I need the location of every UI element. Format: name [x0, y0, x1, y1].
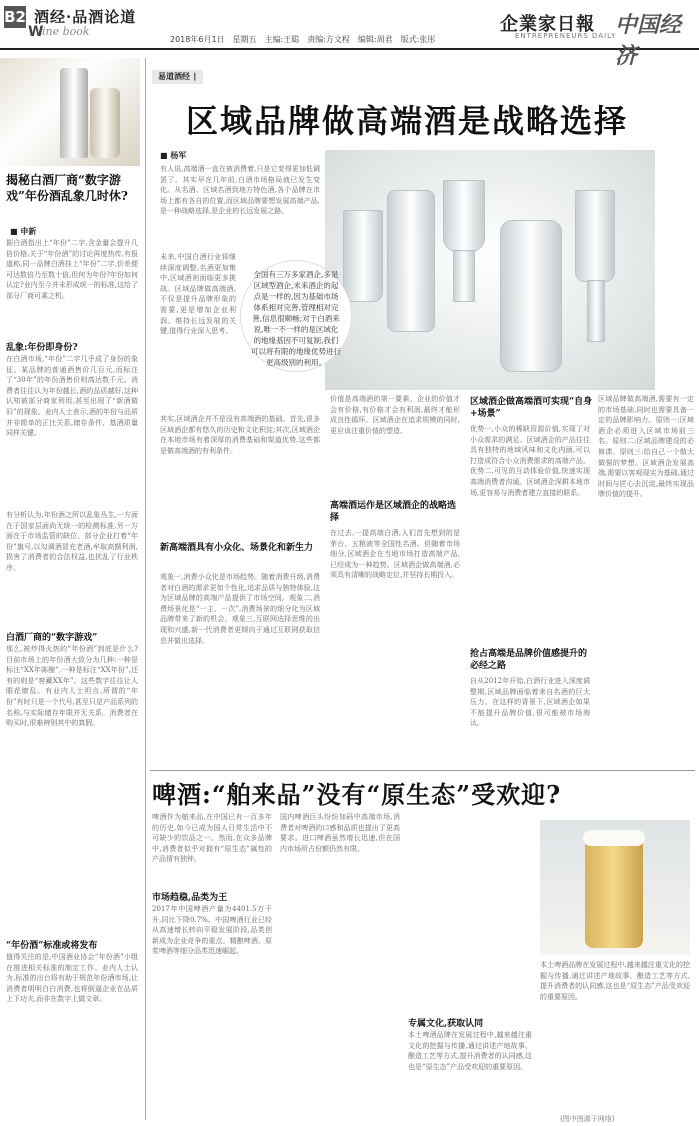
- beer-paragraph-3b: [408, 812, 532, 1012]
- left-paragraph-5: 值得关注的是,中国酒业协会“年份酒”小组在推进相关标准的制定工作。业内人士认为,标准的出台将有助于规范年份酒市场,让消费者明明白白消费,也将倒逼企业在品质上下功夫,而非在数字上做文章。: [6, 953, 138, 1004]
- section-title: 酒经·品酒论道: [34, 8, 137, 26]
- image-caption: (图中图源于网络): [560, 1115, 615, 1123]
- main-paragraph-6: 优势一,小众的稀缺资源价值,实现了对小众需求的满足。区域酒企的产品往往具有独特的地域风味和文化内涵,可以打造成符合小众消费需求的高端产品。优势二,可见的互动体验价值,快速实现高端消费者沟通。区域酒企深耕本地市场,更容易与消费者建立直接的联系。: [470, 425, 590, 497]
- beer-paragraph-2: 2017年中国啤酒产量为4401.5万千升,同比下降0.7%。中国啤酒行业已经从高速增长转向平稳发展阶段,品类创新成为企业竞争的重点。精酿啤酒、原浆啤酒等细分品类迅速崛起。: [152, 905, 272, 956]
- paper-logo: 中国经济: [615, 12, 682, 69]
- issue-meta: 2018年6月1日 星期五 主编:王聪 责编:方文程 编辑:周君 版式:张彤: [170, 35, 436, 44]
- liquor-bottle-photo: [0, 58, 140, 166]
- section-divider: [150, 770, 695, 771]
- main-paragraph-4: 在过去,一提高端白酒,人们首先想到的是茅台、五粮液等全国性名酒。但随着市场细分,区域酒企在当地市场打造高端产品,已经成为一种趋势。区域酒企做高端酒,必须具有清晰的战略定位,并坚持长期投入。: [330, 529, 460, 580]
- paper-name: 企業家日報: [500, 14, 595, 35]
- main-right-column: 区域品牌做高端酒,需要有一定的市场基础,同时也需要具备一定的品牌影响力。原则一:区域酒企必须进入区域市场前三名。原则二:区域品牌建设的必修课。原则三:给自己一个做大做强的梦想。区域酒企发展高端,需要以客观现实为基础,通过时间与匠心去沉淀,最终实现品牌价值的提升。: [598, 395, 694, 499]
- left-paragraph-3: 那么,被炒得火热的“年份酒”到底是什么?目前市场上的年份酒大致分为几种:一种是标注“XX年陈酿”,一种是标注“XX年份”,还有的则是“窖藏XX年”。这些数字往往让人眼花缭乱。有业内人士坦言,所谓的“年份”有时只是一个代号,甚至只是产品系列的名称,与实际储存年限并无关系。消费者在购买时,很难辨别其中的真假。: [6, 645, 138, 728]
- left-paragraph-4: 有分析认为,年份酒之所以乱象丛生,一方面在于国家层面尚无统一的检测标准,另一方面在于市场监管的缺位。部分企业打着“年份”旗号,以勾调酒冒充老酒,牟取高额利润,损害了消费者的合法权益,也扰乱了行业秩序。: [6, 511, 138, 572]
- main-paragraph-2: 其实,区域酒企并不是没有高端酒的基础。首先,很多区域酒企都有悠久的历史和文化积淀;其次,区域酒企在本地市场有着深厚的消费基础和渠道优势,这些都是做高端酒的有利条件。: [160, 415, 320, 455]
- left-subhead-1: 乱象:年份即身份?: [6, 343, 78, 353]
- main-intro: 有人说,高端酒一直在被消费着,只是它变得更加低调罢了。其实早在几年前,白酒市场格局就已发生变化。从名酒、区域名酒到地方特色酒,各个品牌在市场上都有各自的位置,而区域品牌要想发展高端产品,是一种战略选择,是企业的长远发展之路。: [160, 165, 320, 216]
- beer-right-column: 本土啤酒品牌在发展过程中,越来越注重文化的挖掘与传播,通过讲述产地故事、酿造工艺等方式,提升消费者的认同感,这也是“原生态”产品受欢迎的重要原因。: [540, 961, 690, 1001]
- main-paragraph-7: 自从2012年开始,白酒行业进入深度调整期,区域品牌面临着来自名酒的巨大压力。在这样的背景下,区域酒企如果不能提升品牌价值,很可能被市场淘汰。: [470, 677, 590, 728]
- left-subhead-3: “年份酒”标准或将发布: [6, 941, 98, 951]
- page-code: B2: [4, 8, 26, 26]
- section-en: ine book: [42, 25, 90, 38]
- beer-paragraph-1: 啤酒作为舶来品,在中国已有一百多年的历史,如今已成为国人日常生活中不可缺少的饮品之一。然而,在众多品牌中,消费者似乎对拥有“原生态”属性的产品情有独钟。: [152, 813, 272, 864]
- main-subhead-1: 新高端酒具有小众化、场景化和新生力: [160, 543, 314, 553]
- left-paragraph-1: 据白酒指出上“年份”二字,含金量会提升几倍价格,关于“年份酒”的讨论再度热传,有报道称,同一品牌白酒挂上“年份”二字,价差便可达数倍乃至数十倍,但何为年份?年份如何认定?业内至今并未形成统一的标准,这给了部分厂商可乘之机。: [6, 239, 138, 300]
- beer-paragraph-4: 本土啤酒品牌在发展过程中,越来越注重文化的挖掘与传播,通过讲述产地故事、酿造工艺等方式,提升消费者的认同感,这也是“原生态”产品受欢迎的重要原因。: [408, 1031, 532, 1071]
- section-en-initial: W: [28, 24, 44, 40]
- main-paragraph-5: 价值是高端酒的第一要素。企业的价值才会有价格,有价格才会有利润,最终才能形成良性循环。区域酒企在追求规模的同时,更应该注重价值的塑造。: [330, 395, 460, 435]
- column-divider: [145, 58, 146, 1120]
- beer-headline: 啤酒:“舶来品”没有“原生态”受欢迎?: [152, 780, 562, 809]
- main-byline: ■ 杨军: [160, 151, 187, 160]
- left-headline: 揭秘白酒厂商“数字游戏”年份酒乱象几时休?: [6, 173, 128, 203]
- column-tag: 易道酒经 ∣: [152, 70, 203, 84]
- beer-subhead-1: 市场趋稳,品类为王: [152, 893, 228, 903]
- main-headline: 区域品牌做高端酒是战略选择: [186, 102, 629, 140]
- beer-subhead-2: 专属文化,获取认同: [408, 1019, 484, 1029]
- pull-quote: 全国有三万多家酒企,多是区域型酒企,未来酒企的起点是一样的,因为基础市场体系相对完善,管理相对完善,信息很顺畅;对于白酒来说,唯一不一样的是区域化的地缘基因不可复制,我们可以将有限的地缘优势进行更高级别的利用。: [240, 260, 352, 372]
- main-subhead-2: 高端酒运作是区域酒企的战略选择: [330, 501, 457, 523]
- beer-glass-photo: [540, 820, 690, 955]
- main-paragraph-3: 观象一,消费小众化是市场趋势。随着消费升级,消费者对白酒的需求更加个性化,追求品质与独特体验,这为区域品牌的高端产品提供了市场空间。观象二,消费场景化是“一主、一次”,消费场景的细分化为区域品牌带来了新的机会。观象三,互联网选择思维的出现和兴盛,新一代消费者更倾向于通过互联网获取信息并做出选择。: [160, 573, 320, 645]
- beer-paragraph-3: 国内啤酒巨头纷纷加码中高端市场,消费者对啤酒的口感和品质也提出了更高要求。进口啤酒虽然增长迅速,但在国内市场所占份额仍然有限。: [280, 813, 400, 853]
- paper-en-name: ENTREPRENEURS DAILY: [515, 32, 617, 40]
- main-subhead-4: 抢占高端是品牌价值感提升的必经之路: [470, 649, 588, 671]
- left-subhead-2: 白酒厂商的“数字游戏”: [6, 633, 98, 643]
- main-paragraph-1: 未来,中国白酒行业将继续深度调整,名酒更加集中,区域酒则面临更多挑战。区域品牌做高端酒,不仅是提升品牌形象的需要,更是增加企业利润、维持长远发展的关键,值得行业深入思考。: [160, 253, 236, 336]
- left-paragraph-2: 在白酒市场,“年份”二字几乎成了身份的象征。某品牌的普通酒售价几百元,而标注了“30年”的年份酒售价则高达数千元。消费者往往认为年份越长,酒的品质越好,这种认知被部分商家利用,甚至出现了“新酒做旧”的现象。业内人士表示,酒的年份与品质并非简单的正比关系,储存条件、基酒质量同样关键。: [6, 355, 138, 438]
- wine-glasses-photo: [325, 150, 655, 390]
- main-subhead-3: 区域酒企做高端酒可实现“自身+场景”: [470, 397, 593, 419]
- left-byline: ■ 申新: [10, 227, 37, 236]
